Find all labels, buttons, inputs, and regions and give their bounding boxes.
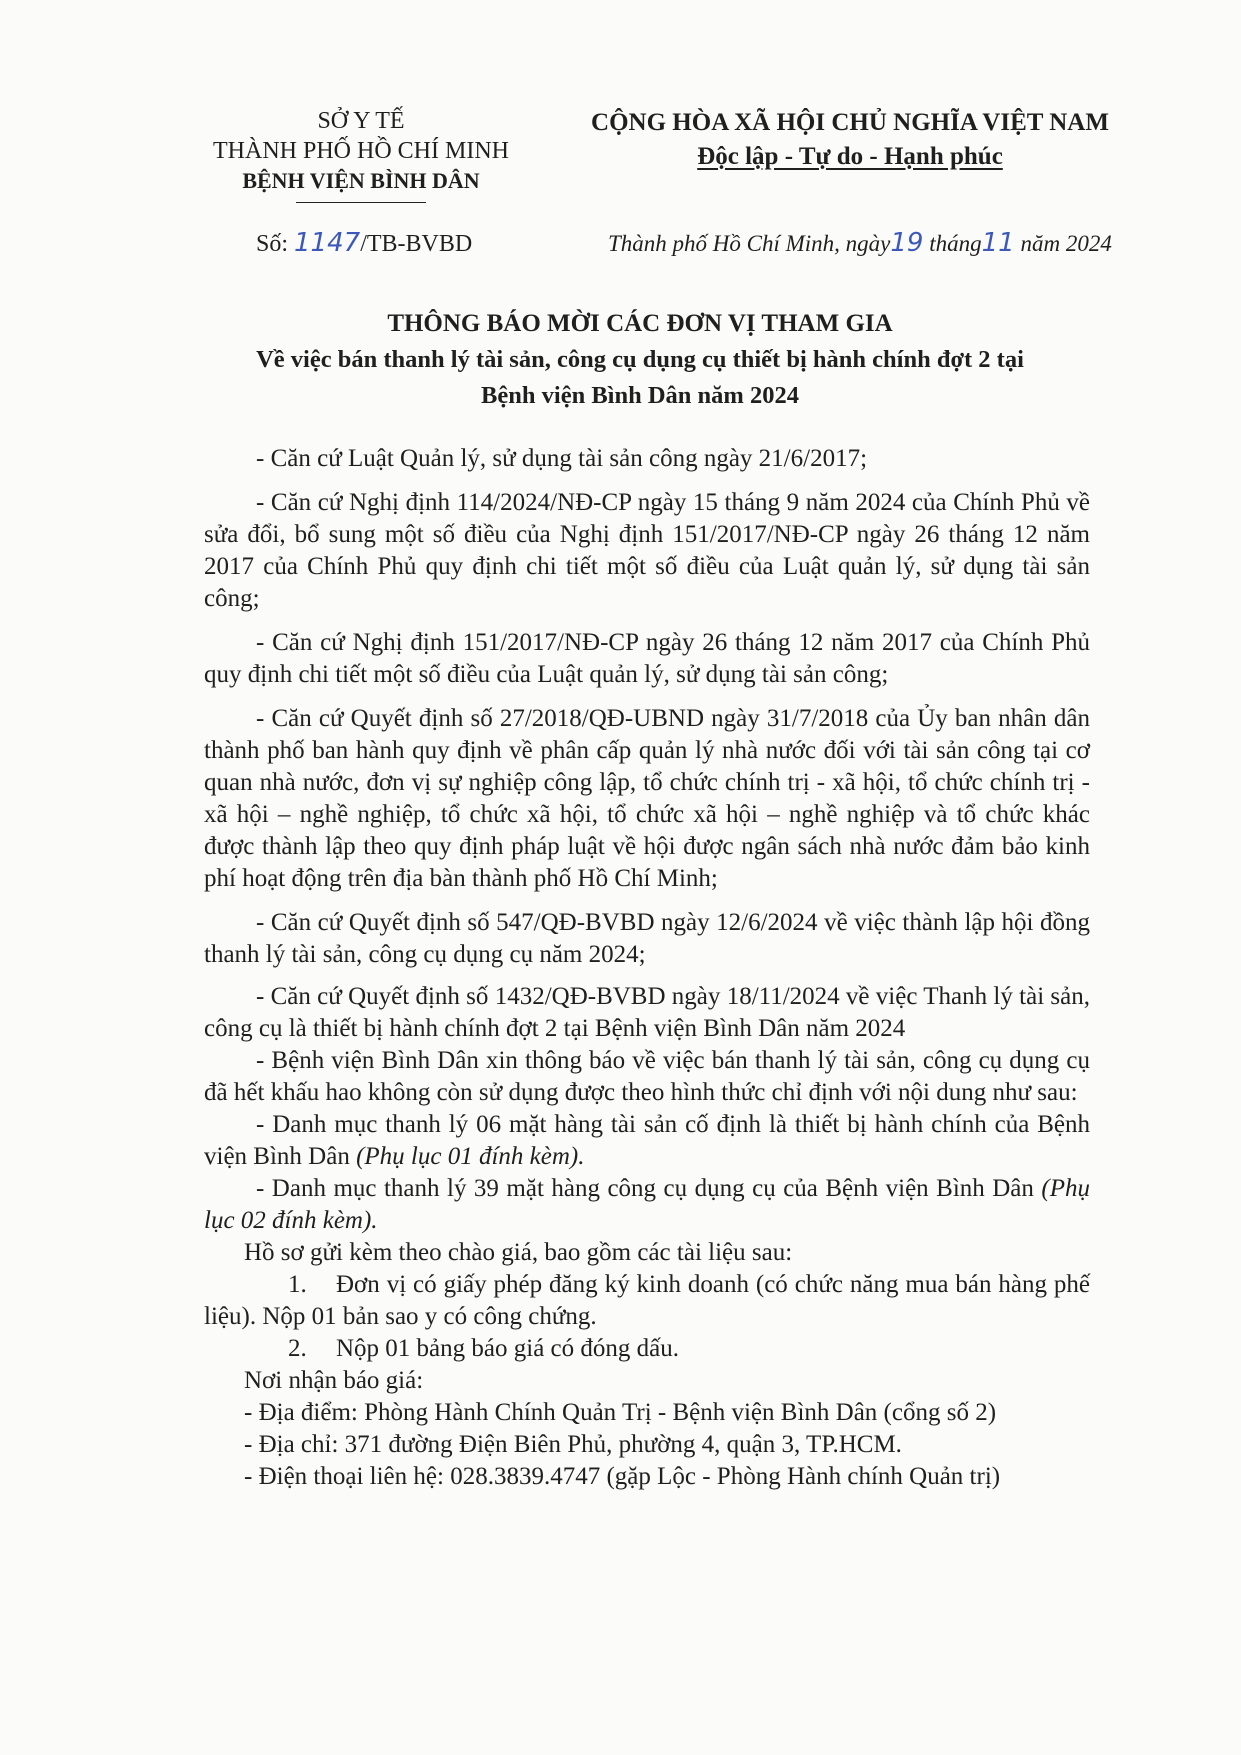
date-year: năm 2024 [1014,231,1112,256]
announcement-paragraph: - Bệnh viện Bình Dân xin thông báo về việc bán thanh lý tài sản, công cụ dụng cụ đã hết khấu hao không còn sử dụng được theo hình thức chỉ định với nội dung như sau: [204,1047,1090,1106]
country-name: CỘNG HÒA XÃ HỘI CHỦ NGHĨA VIỆT NAM [591,109,1109,136]
basis-decision-27: - Căn cứ Quyết định số 27/2018/QĐ-UBND ngày 31/7/2018 của Ủy ban nhân dân thành phố ban hành quy định về phân cấp quản lý nhà nước đối với tài sản công tại cơ quan nhà nước, đơn vị sự nghiệp công lập, tổ chức chính trị - xã hội, tổ chức chính trị - xã hội – nghề nghiệp, tổ chức xã hội, tổ chức xã hội – nghề nghiệp và tổ chức khác được thành lập theo quy định pháp luật về hội được ngân sách nhà nước đảm bảo kinh phí hoạt động trên địa bàn thành phố Hồ Chí Minh; [204,705,1090,892]
document-number [256,228,472,258]
date-month-label: tháng [923,231,982,256]
document-item-2: 2. Nộp 01 bảng báo giá có đóng dấu. [288,1335,679,1362]
appendix-02-ref: (Phụ lục 02 đính kèm). [204,1175,1090,1234]
national-heading [570,106,1130,174]
org-divider [296,202,426,203]
appendix-01-ref: (Phụ lục 01 đính kèm). [356,1143,585,1170]
receiving-heading: Nơi nhận báo giá: [244,1367,424,1394]
basis-decree-151: - Căn cứ Nghị định 151/2017/NĐ-CP ngày 26 tháng 12 năm 2017 của Chính Phủ quy định chi tiết một số điều của Luật quản lý, sử dụng tài sản công; [204,629,1090,688]
contact-phone: - Điện thoại liên hệ: 028.3839.4747 (gặp Lộc - Phòng Hành chính Quản trị) [244,1463,1001,1490]
notice-body [204,443,1090,1493]
title-sub-line1: Về việc bán thanh lý tài sản, công cụ dụng cụ thiết bị hành chính đợt 2 tại [256,346,1024,373]
doc-number-handwritten: 1147 [294,228,361,258]
org-city: THÀNH PHỐ HỒ CHÍ MINH [213,138,509,164]
basis-law: - Căn cứ Luật Quản lý, sử dụng tài sản công ngày 21/6/2017; [256,445,868,472]
doc-number-prefix: Số: [256,231,295,257]
doc-number-suffix: /TB-BVBD [360,231,473,257]
title-sub-line2: Bệnh viện Bình Dân năm 2024 [481,382,799,409]
date-month: 11 [981,228,1015,258]
title-main: THÔNG BÁO MỜI CÁC ĐƠN VỊ THAM GIA [387,310,893,337]
org-department: SỞ Y TẾ [317,108,405,134]
date-day: 19 [890,228,924,258]
national-motto: Độc lập - Tự do - Hạnh phúc [697,143,1003,170]
notice-title [150,306,1130,414]
contact-address: - Địa chỉ: 371 đường Điện Biên Phủ, phường 4, quận 3, TP.HCM. [244,1431,902,1458]
issuing-organization [196,106,526,203]
org-hospital: BỆNH VIỆN BÌNH DÂN [242,168,480,193]
contact-location: - Địa điểm: Phòng Hành Chính Quản Trị - Bệnh viện Bình Dân (cổng số 2) [244,1399,997,1426]
date-place: Thành phố Hồ Chí Minh, ngày [608,231,891,256]
list-tools: - Danh mục thanh lý 39 mặt hàng công cụ dụng cụ của Bệnh viện Bình Dân (Phụ lục 02 đính kèm). [204,1175,1090,1234]
document-item-1: 1. Đơn vị có giấy phép đăng ký kinh doanh (có chức năng mua bán hàng phế liệu). Nộp 01 bản sao y có công chứng. [204,1271,1090,1330]
basis-decree-114: - Căn cứ Nghị định 114/2024/NĐ-CP ngày 15 tháng 9 năm 2024 của Chính Phủ về sửa đổi, bổ sung một số điều của Nghị định 151/2017/NĐ-CP ngày 26 tháng 12 năm 2017 của Chính Phủ quy định chi tiết một số điều của Luật quản lý, sử dụng tài sản công; [204,489,1090,612]
issue-date [608,228,1112,258]
basis-decision-1432: - Căn cứ Quyết định số 1432/QĐ-BVBD ngày 18/11/2024 về việc Thanh lý tài sản, công cụ là thiết bị hành chính đợt 2 tại Bệnh viện Bình Dân năm 2024 [204,983,1090,1042]
basis-decision-547: - Căn cứ Quyết định số 547/QĐ-BVBD ngày 12/6/2024 về việc thành lập hội đồng thanh lý tài sản, công cụ dụng cụ năm 2024; [204,909,1090,968]
documents-heading: Hồ sơ gửi kèm theo chào giá, bao gồm các tài liệu sau: [244,1239,793,1266]
list-fixed-assets: - Danh mục thanh lý 06 mặt hàng tài sản cố định là thiết bị hành chính của Bệnh viện Bình Dân (Phụ lục 01 đính kèm). [204,1111,1090,1170]
